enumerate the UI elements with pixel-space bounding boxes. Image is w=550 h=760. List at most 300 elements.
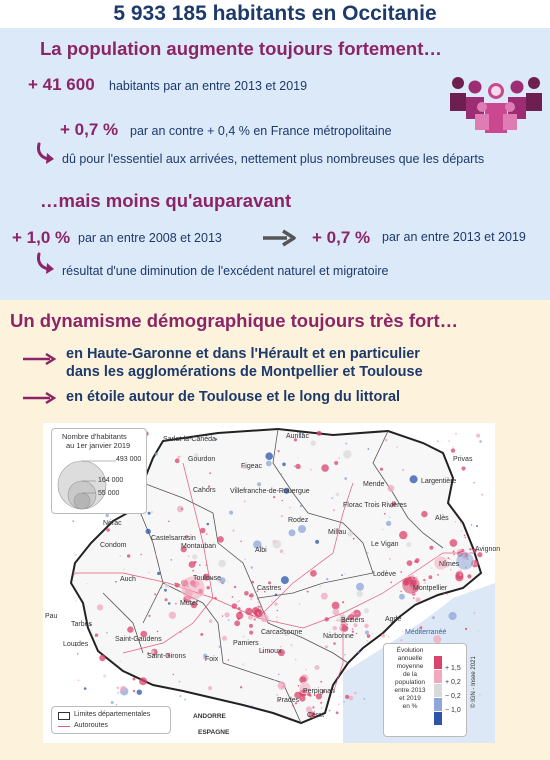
- highway-label: Autoroutes: [74, 722, 108, 729]
- population-dot: [300, 505, 302, 507]
- population-dot: [452, 446, 454, 448]
- population-dot: [254, 618, 256, 620]
- population-dot: [192, 554, 197, 559]
- city-label-muret: Muret: [180, 600, 198, 607]
- population-dot: [479, 440, 482, 443]
- population-dot: [310, 469, 312, 471]
- population-dot: [338, 607, 340, 609]
- population-dot: [414, 560, 417, 563]
- city-label-c-ret: Céret: [307, 712, 325, 719]
- color-swatch-2: [434, 684, 442, 697]
- population-dot: [320, 681, 322, 683]
- population-dot: [84, 687, 87, 690]
- population-dot: [237, 601, 239, 603]
- population-dot: [179, 584, 181, 586]
- population-dot: [277, 610, 279, 612]
- city-label-prades: Prades: [277, 697, 300, 704]
- curved-arrow-icon-2: [35, 252, 57, 276]
- population-dot: [127, 554, 130, 557]
- color-class-label-2: − 0,2: [445, 693, 461, 700]
- population-dot: [171, 493, 173, 495]
- population-dot: [341, 574, 343, 576]
- population-dot: [251, 566, 253, 568]
- population-dot: [155, 452, 158, 455]
- population-dot: [178, 456, 181, 459]
- population-dot: [240, 686, 242, 688]
- population-dot: [251, 706, 253, 708]
- dept-limit-label: Limites départementales: [74, 711, 151, 718]
- bullet-arrow-icon-2: [22, 391, 56, 405]
- population-dot: [171, 559, 173, 561]
- population-dot: [222, 615, 224, 617]
- population-dot: [218, 560, 226, 568]
- size-legend-title1: Nombre d'habitants: [62, 432, 127, 441]
- color-swatch-4: [434, 712, 442, 725]
- population-dot: [140, 554, 142, 556]
- city-label-condom: Condom: [100, 542, 127, 549]
- population-dot: [367, 634, 371, 638]
- population-dot: [345, 695, 349, 699]
- city-label-lod-ve: Lodève: [373, 571, 396, 578]
- city-label-florac-trois-rivi-res: Florac Trois Rivières: [343, 502, 407, 509]
- population-dot: [155, 554, 157, 556]
- population-dot: [399, 531, 407, 539]
- city-label-largenti-re: Largentière: [421, 478, 457, 485]
- population-dot: [331, 497, 333, 499]
- population-dot: [336, 493, 340, 497]
- stat3-value: + 1,0 %: [12, 228, 71, 247]
- population-dot: [227, 581, 229, 583]
- curved-arrow-icon: [35, 142, 57, 166]
- population-dot: [252, 615, 254, 617]
- population-dot: [307, 591, 309, 593]
- population-dot: [274, 680, 276, 682]
- population-dot: [74, 573, 76, 575]
- section2-heading: Un dynamisme démographique toujours très fort…: [10, 310, 459, 331]
- population-dot: [476, 434, 480, 438]
- size-legend-v1: 493 000: [116, 456, 142, 463]
- population-dot: [342, 625, 349, 632]
- population-dot: [234, 620, 240, 626]
- population-dot: [148, 512, 151, 515]
- population-dot: [225, 612, 230, 617]
- stat2-text: par an contre + 0,4 % en France métropolitaine: [130, 124, 392, 138]
- city-label-limoux: Limoux: [259, 648, 282, 655]
- color-class-label-1: + 0,2: [445, 679, 461, 686]
- city-label-carcassonne: Carcassonne: [261, 629, 303, 636]
- population-dot: [461, 530, 463, 532]
- population-dot: [271, 601, 273, 603]
- population-dot: [413, 597, 415, 599]
- population-dot: [465, 628, 467, 630]
- country-espagne: ESPAGNE: [198, 729, 230, 736]
- population-dot: [157, 631, 159, 633]
- population-dot: [298, 685, 300, 687]
- population-dot: [451, 448, 455, 452]
- population-dot: [148, 572, 150, 574]
- population-dot: [473, 612, 475, 614]
- population-dot: [386, 521, 391, 526]
- population-dot: [99, 655, 105, 661]
- population-dot: [407, 560, 413, 566]
- population-dot: [148, 615, 150, 617]
- population-dot: [151, 511, 154, 514]
- population-dot: [366, 640, 368, 642]
- population-dot: [278, 450, 280, 452]
- population-dot: [372, 633, 374, 635]
- population-dot: [358, 651, 360, 653]
- population-dot: [338, 704, 340, 706]
- population-dot: [477, 630, 479, 632]
- population-dot: [206, 533, 208, 535]
- population-dot: [347, 531, 353, 537]
- city-label-n-rac: Nérac: [103, 520, 122, 527]
- population-dot: [368, 448, 370, 450]
- population-dot: [400, 591, 402, 593]
- city-label-millau: Millau: [328, 529, 347, 536]
- copyright-note: © IGN - Insee 2021: [471, 656, 477, 708]
- population-dot: [281, 515, 283, 517]
- population-dot: [380, 468, 383, 471]
- population-dot: [260, 607, 262, 609]
- highway-swatch: [58, 726, 70, 727]
- population-dot: [410, 475, 418, 483]
- city-label-privas: Privas: [453, 456, 473, 463]
- population-dot: [278, 682, 286, 690]
- population-dot: [276, 620, 278, 622]
- population-dot: [336, 711, 339, 714]
- population-dot: [201, 449, 203, 451]
- stat4-value: + 0,7 %: [312, 228, 371, 247]
- population-dot: [447, 557, 449, 559]
- size-legend-v3: 55 000: [98, 490, 120, 497]
- population-dot: [117, 687, 120, 690]
- city-label-narbonne: Narbonne: [323, 633, 354, 640]
- right-arrow-icon: [261, 229, 297, 247]
- size-legend-title2: au 1er janvier 2019: [66, 441, 131, 450]
- city-label-lourdes: Lourdes: [63, 641, 89, 648]
- population-dot: [467, 574, 471, 578]
- population-dot: [356, 583, 364, 591]
- population-dot: [356, 612, 358, 614]
- population-dot: [364, 698, 366, 700]
- stat3-text: par an entre 2008 et 2013: [78, 231, 222, 245]
- population-dot: [86, 583, 88, 585]
- population-dot: [343, 701, 345, 703]
- stat1-value: + 41 600: [28, 75, 95, 94]
- city-label-tarbes: Tarbes: [71, 621, 93, 628]
- population-dot: [294, 466, 296, 468]
- city-label-montpellier: Montpellier: [413, 585, 448, 592]
- population-dot: [289, 507, 291, 509]
- occitanie-map: [43, 423, 501, 743]
- population-dot: [194, 561, 197, 564]
- population-dot: [321, 464, 329, 472]
- population-dot: [165, 598, 168, 601]
- bullet1-line1: en Haute-Garonne et dans l'Hérault et en particulier: [66, 346, 420, 362]
- population-dot: [357, 591, 363, 597]
- color-class-label-0: + 1,5: [445, 665, 461, 672]
- city-label-villefranche-de-rouergue: Villefranche-de-Rouergue: [230, 488, 310, 495]
- population-dot: [415, 597, 420, 602]
- population-dot: [382, 529, 384, 531]
- population-dot: [249, 624, 253, 628]
- population-dot: [447, 594, 449, 596]
- population-dot: [278, 674, 280, 676]
- population-dot: [175, 583, 177, 585]
- population-dot: [232, 530, 234, 532]
- population-dot: [273, 496, 275, 498]
- population-dot: [449, 612, 457, 620]
- population-dot: [250, 598, 252, 600]
- section1-heading: La population augmente toujours fortement…: [40, 38, 442, 59]
- population-dot: [333, 509, 335, 511]
- population-dot: [192, 570, 194, 572]
- population-dot: [459, 574, 461, 576]
- color-swatch-3: [434, 698, 442, 711]
- population-dot: [236, 612, 243, 619]
- country-andorre: ANDORRE: [193, 713, 226, 720]
- city-label-toulouse: Toulouse: [193, 575, 222, 582]
- population-dot: [352, 628, 354, 630]
- population-dot: [298, 525, 306, 533]
- population-dot: [261, 614, 269, 622]
- population-dot: [310, 570, 317, 577]
- population-dot: [173, 674, 175, 676]
- population-dot: [367, 552, 369, 554]
- population-dot: [127, 626, 133, 632]
- color-class-label-3: − 1,0: [445, 707, 461, 714]
- population-dot: [344, 477, 347, 480]
- population-dot: [78, 680, 80, 682]
- population-dot: [168, 602, 171, 605]
- population-dot: [295, 464, 300, 469]
- population-dot: [200, 633, 203, 636]
- population-dot: [240, 541, 242, 543]
- population-dot: [473, 482, 475, 484]
- population-dot: [234, 586, 236, 588]
- population-dot: [334, 461, 338, 465]
- population-dot: [400, 639, 402, 641]
- stat4-note: résultat d'une diminution de l'excédent naturel et migratoire: [62, 264, 389, 278]
- stat2-note: dû pour l'essentiel aux arrivées, nettement plus nombreuses que les départs: [62, 152, 485, 166]
- population-dot: [208, 686, 212, 690]
- population-dot: [133, 678, 136, 681]
- population-dot: [242, 663, 244, 665]
- size-legend: [51, 428, 147, 514]
- population-dot: [123, 569, 125, 571]
- population-dot: [161, 587, 163, 589]
- population-dot: [117, 691, 120, 694]
- city-label-aurillac: Aurillac: [286, 433, 309, 440]
- people-group-icon: [448, 73, 544, 147]
- population-dot: [290, 644, 293, 647]
- population-dot: [273, 540, 282, 549]
- city-label-foix: Foix: [205, 656, 219, 663]
- city-label-figeac: Figeac: [241, 463, 263, 470]
- population-dot: [333, 609, 340, 616]
- population-dot: [217, 536, 224, 543]
- population-dot: [257, 601, 259, 603]
- population-dot: [281, 473, 283, 475]
- population-dot: [219, 646, 221, 648]
- population-dot: [179, 681, 181, 683]
- population-dot: [222, 636, 227, 641]
- population-dot: [265, 452, 273, 460]
- population-dot: [333, 626, 337, 630]
- population-dot: [423, 579, 425, 581]
- city-label-auch: Auch: [120, 576, 136, 583]
- population-dot: [283, 553, 285, 555]
- population-dot: [478, 694, 481, 697]
- population-dot: [384, 513, 386, 515]
- population-dot: [459, 570, 462, 573]
- population-dot: [402, 631, 404, 633]
- population-dot: [319, 586, 321, 588]
- population-dot: [106, 632, 108, 634]
- population-dot: [464, 535, 466, 537]
- population-dot: [228, 659, 230, 661]
- city-label-al-s: Alès: [435, 515, 449, 522]
- population-dot: [266, 461, 272, 467]
- population-dot: [321, 593, 328, 600]
- population-dot: [257, 612, 259, 614]
- population-dot: [344, 654, 346, 656]
- population-dot: [333, 642, 336, 645]
- population-dot: [244, 559, 246, 561]
- population-dot: [385, 439, 388, 442]
- population-dot: [97, 604, 103, 610]
- population-dot: [199, 564, 201, 566]
- line-legend: [51, 706, 171, 734]
- population-dot: [345, 443, 347, 445]
- population-dot: [146, 529, 151, 534]
- sea-label: Méditerranée: [405, 629, 447, 636]
- population-dot: [315, 540, 319, 544]
- population-dot: [111, 701, 114, 704]
- population-dot: [481, 494, 483, 496]
- population-dot: [305, 669, 307, 671]
- population-dot: [429, 546, 433, 550]
- population-dot: [455, 433, 457, 435]
- city-label-castelsarrasin: Castelsarrasin: [151, 535, 196, 542]
- population-dot: [432, 616, 435, 619]
- population-dot: [249, 593, 253, 597]
- population-dot: [258, 606, 260, 608]
- population-dot: [321, 707, 323, 709]
- population-dot: [228, 619, 230, 621]
- population-dot: [295, 659, 297, 661]
- city-label-gourdon: Gourdon: [188, 456, 216, 463]
- city-label-rodez: Rodez: [288, 517, 309, 524]
- population-dot: [137, 690, 142, 695]
- population-dot: [214, 597, 217, 600]
- city-label-saint-gaudens: Saint-Gaudens: [115, 636, 162, 643]
- city-label-avignon: Avignon: [475, 546, 501, 553]
- population-dot: [449, 559, 451, 561]
- population-dot: [281, 576, 289, 584]
- population-dot: [365, 630, 369, 634]
- population-dot: [188, 555, 190, 557]
- stat2-value: + 0,7 %: [60, 120, 119, 139]
- population-dot: [168, 521, 170, 523]
- population-dot: [238, 600, 240, 602]
- population-dot: [342, 601, 344, 603]
- population-dot: [299, 603, 301, 605]
- population-dot: [232, 603, 238, 609]
- population-dot: [139, 677, 147, 685]
- population-dot: [181, 508, 183, 510]
- population-dot: [264, 612, 266, 614]
- population-dot: [476, 525, 478, 527]
- size-legend-v2: 164 000: [98, 477, 124, 484]
- population-dot: [356, 633, 358, 635]
- population-dot: [169, 612, 176, 619]
- population-dot: [312, 706, 314, 708]
- population-dot: [325, 617, 329, 621]
- population-dot: [232, 596, 234, 598]
- population-dot: [207, 586, 210, 589]
- section1-subheading: …mais moins qu'auparavant: [40, 190, 292, 211]
- page-header: [0, 0, 550, 28]
- population-dot: [387, 485, 394, 492]
- population-dot: [180, 695, 182, 697]
- population-dot: [243, 636, 245, 638]
- city-label-agde: Agde: [385, 616, 402, 623]
- population-dot: [74, 554, 76, 556]
- population-dot: [119, 555, 121, 557]
- population-dot: [381, 634, 385, 638]
- population-dot: [75, 600, 77, 602]
- population-dot: [180, 631, 182, 633]
- city-label-perpignan: Perpignan: [303, 688, 335, 695]
- population-dot: [469, 548, 471, 550]
- city-label-b-ziers: Béziers: [341, 617, 365, 624]
- population-dot: [77, 653, 79, 655]
- city-label-montauban: Montauban: [181, 543, 217, 550]
- population-dot: [249, 631, 253, 635]
- color-swatch-1: [434, 670, 442, 683]
- population-dot: [175, 458, 180, 463]
- population-dot: [119, 660, 121, 662]
- population-dot: [106, 528, 110, 532]
- population-dot: [244, 591, 249, 596]
- population-dot: [388, 516, 390, 518]
- city-label-albi: Albi: [255, 547, 267, 554]
- population-dot: [257, 598, 259, 600]
- population-dot: [320, 702, 322, 704]
- city-label-saint-girons: Saint-Girons: [147, 653, 186, 660]
- population-dot: [325, 645, 328, 648]
- city-label-mende: Mende: [363, 481, 385, 488]
- population-dot: [340, 629, 342, 631]
- population-dot: [329, 710, 331, 712]
- stat1-text: habitants par an entre 2013 et 2019: [109, 79, 308, 93]
- population-dot: [429, 575, 433, 579]
- population-dot: [444, 593, 446, 595]
- population-dot: [175, 603, 177, 605]
- page-title: 5 933 185 habitants en Occitanie: [113, 2, 437, 25]
- city-label-n-mes: Nîmes: [439, 561, 460, 568]
- population-dot: [450, 569, 452, 571]
- population-dot: [343, 450, 351, 458]
- population-dot: [431, 567, 433, 569]
- population-dot: [257, 482, 261, 486]
- dept-limit-swatch: [58, 712, 70, 720]
- population-dot: [353, 538, 355, 540]
- population-dot: [157, 572, 160, 575]
- population-dot: [238, 607, 241, 610]
